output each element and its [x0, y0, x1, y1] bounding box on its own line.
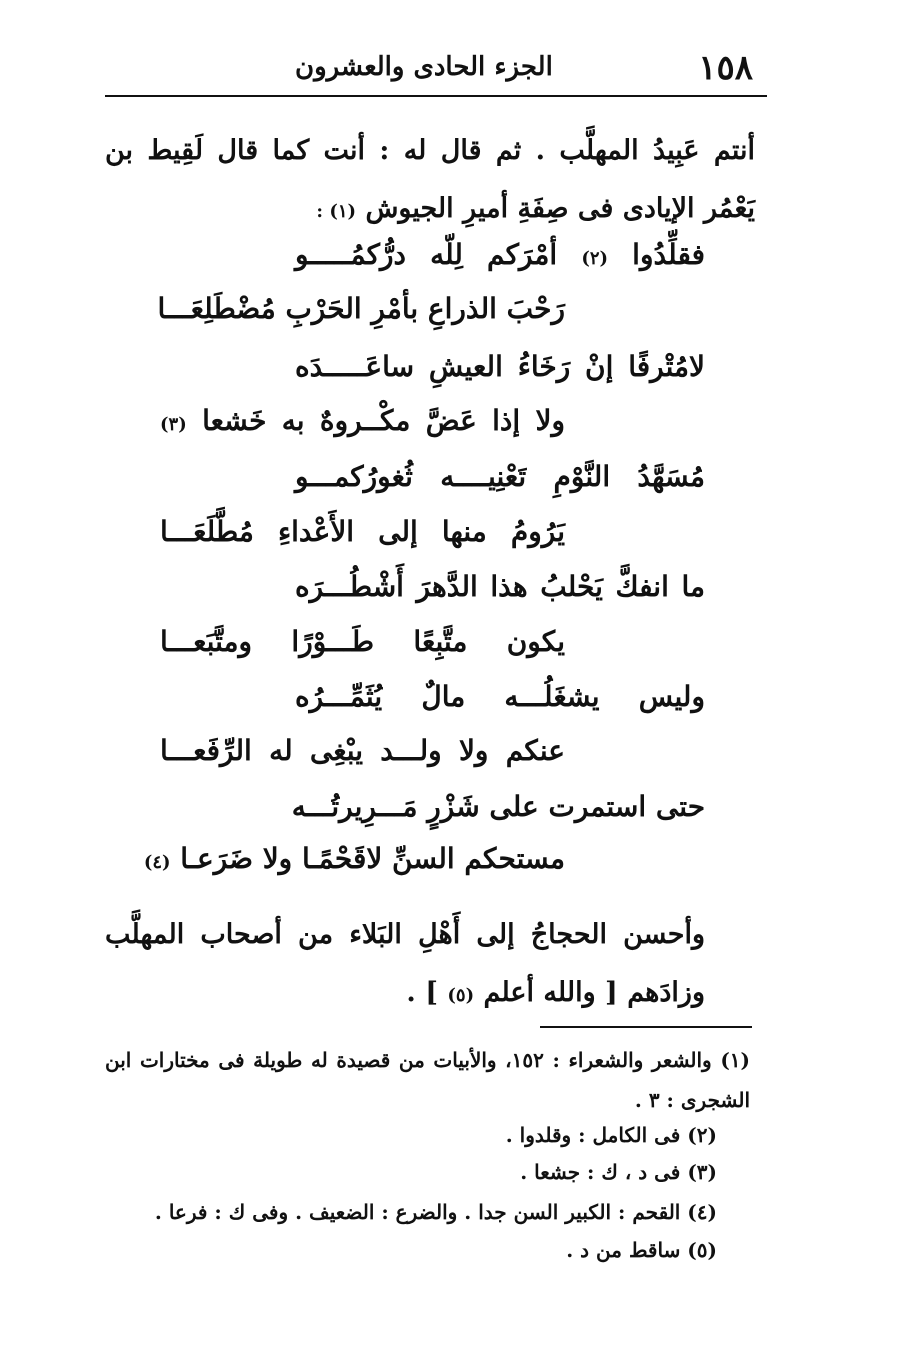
verse-2-second-text: ولا إذا عَضَّ مكْــروهٌ به خَشعا — [202, 404, 566, 437]
page-header — [105, 40, 765, 92]
page-number: ١٥٨ — [698, 48, 753, 88]
verse-1-second-text: رَحْبَ الذراعِ بأمْرِ الحَرْبِ مُضْطَلِعَـــا — [157, 292, 565, 325]
footnote-ref-4: (٤) — [143, 852, 171, 873]
verse-5-first-hemistich — [295, 680, 705, 713]
verse-3-second-hemistich — [160, 515, 565, 548]
verse-6-first-hemistich — [291, 790, 705, 823]
intro-text: أنتم عَبِيدُ المهلَّب . ثم قال له : أنت كما قال لَقِيط بن يَعْمُر الإيادى فى صِفَةِ أميرِ الجيوش — [105, 135, 755, 224]
verse-6-second-hemistich — [143, 842, 565, 875]
footnote-rule — [540, 1026, 752, 1028]
verse-3-first-hemistich — [295, 460, 705, 493]
footnote-3: (٣) فى د ، ك : جشعا . — [520, 1160, 717, 1184]
verse-3-second-text: يَرُومُ منها إلى الأَعْداءِ مُطَّلَعَـــا — [160, 515, 565, 548]
verse-5-first-text: وليس يشغَلُـــه مالٌ يُثَمِّـــرُه — [295, 680, 705, 713]
verse-1-first-rest: أمْرَكم لِلّه درُّكمُـــــو — [295, 238, 558, 271]
verse-6-second-text: مستحكم السنِّ لاقَحْمًـا ولا ضَرَعـا — [180, 842, 565, 875]
verse-4-first-text: ما انفكَّ يَحْلبُ هذا الدَّهرَ أَشْطُـــرَه — [295, 570, 705, 603]
verse-5-second-text: عنكم ولا ولـــد يبْغِى له الرِّفَعـــا — [160, 734, 565, 767]
footnote-2: (٢) فى الكامل : وقلدوا . — [505, 1123, 717, 1147]
header-rule — [105, 95, 767, 97]
closing-paragraph — [105, 906, 705, 1025]
closing-tail: ] . — [406, 977, 438, 1008]
verse-2-first-hemistich — [295, 350, 705, 383]
verse-4-second-hemistich — [160, 625, 565, 658]
verse-2-second-hemistich — [160, 404, 565, 437]
verse-1-first-hemistich — [295, 238, 705, 271]
closing-text: وأحسن الحجاجُ إلى أَهْلِ البَلاء من أصحاب المهلَّب وزادَهم [ والله أعلم — [105, 919, 705, 1008]
footnote-ref-1: (١) : — [316, 201, 357, 222]
verse-4-first-hemistich — [295, 570, 705, 603]
verse-1-first-word: فقلِّدُوا — [632, 238, 705, 271]
footnote-5: (٥) ساقط من د . — [566, 1238, 717, 1262]
footnote-ref-3: (٣) — [160, 414, 187, 435]
footnote-ref-5: (٥) — [447, 985, 475, 1006]
footnote-ref-2: (٢) — [581, 248, 609, 269]
verse-1-second-hemistich — [157, 292, 565, 325]
footnote-4: (٤) القحم : الكبير السن جدا . والضرع : الضعيف . وفى ك : فرعا . — [154, 1200, 717, 1224]
verse-5-second-hemistich — [160, 734, 565, 767]
verse-3-first-text: مُسَهَّدُ النَّوْمِ تَعْنِيــــه ثُغورُكمـــو — [295, 460, 705, 493]
intro-paragraph — [105, 122, 755, 241]
verse-2-first-text: لامُتْرفًا إنْ رَخَاءُ العيشِ ساعَـــــدَه — [295, 350, 705, 383]
verse-6-first-text: حتى استمرت على شَزْرٍ مَـــرِيرتُـــه — [291, 790, 705, 823]
running-title: الجزء الحادى والعشرون — [295, 52, 553, 82]
verse-4-second-text: يكون متَّبِعًا طَـــوْرًا ومتَّبَعـــا — [160, 625, 565, 658]
footnote-1: (١) والشعر والشعراء : ١٥٢، والأبيات من قصيدة له طويلة فى مختارات ابن الشجرى : ٣ . — [105, 1048, 751, 1112]
